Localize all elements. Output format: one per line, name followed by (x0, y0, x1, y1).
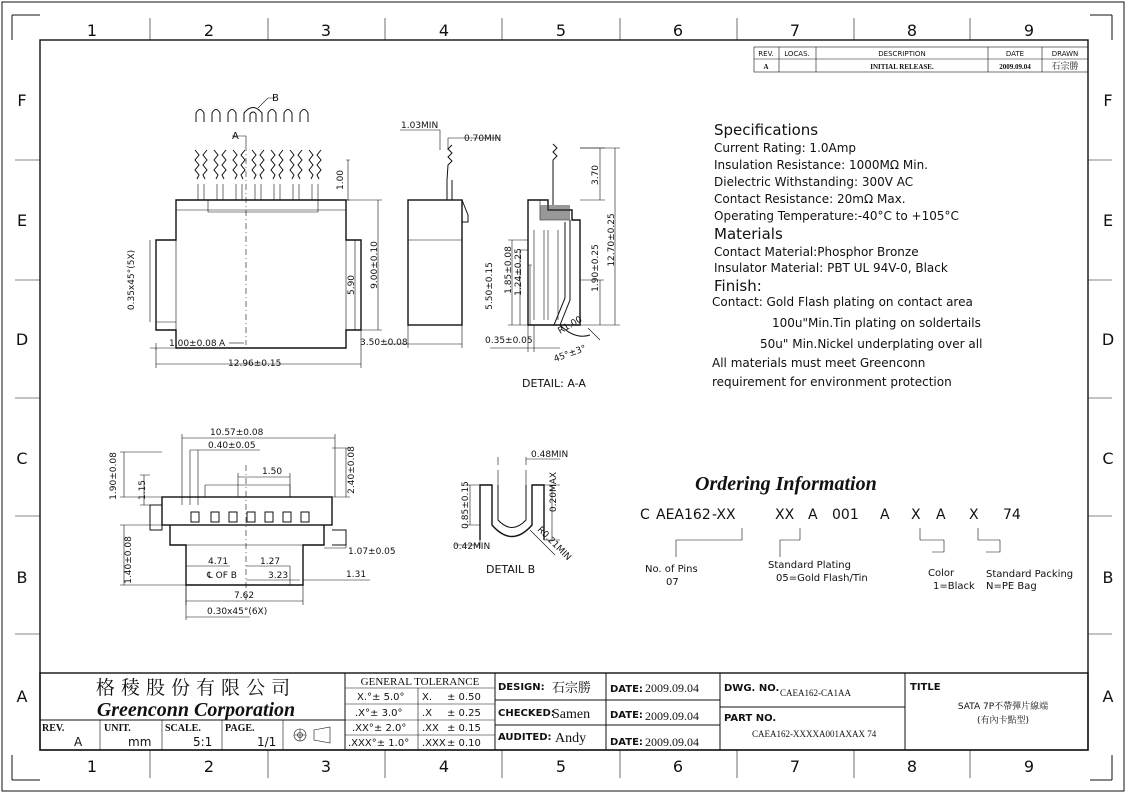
dwg-value: CAEA162-CA1AA (780, 688, 851, 698)
dim-text: 9.00±0.10 (370, 241, 380, 289)
audited-value: Andy (555, 731, 587, 746)
grid-row-label: A (16, 687, 28, 706)
unit-value: mm (128, 735, 152, 749)
order-label: Color (928, 568, 955, 579)
order-label: Standard Plating (768, 560, 851, 571)
material-line: Insulator Material: PBT UL 94V-0, Black (714, 261, 948, 275)
code-part: X (911, 507, 921, 523)
section-label-a: A (232, 131, 239, 142)
grid-row-label: B (16, 568, 28, 587)
dim-text: 1.27 (260, 557, 281, 567)
dim-text: 0.70MIN (464, 134, 502, 144)
date-value: 2009.09.04 (645, 735, 699, 749)
column-labels-top (87, 21, 1034, 40)
tol-value: ± 0.50 (447, 692, 481, 703)
dim-text: 10.57±0.08 (210, 428, 264, 438)
date-label: DATE: (610, 737, 643, 748)
spec-line: Dielectric Withstanding: 300V AC (714, 175, 914, 189)
dim-text: 0.48MIN (531, 450, 569, 460)
spec-line: Insulation Resistance: 1000MΩ Min. (714, 158, 928, 172)
revision-table (754, 47, 1088, 72)
company-name-cn: 格 稜 股 份 有 限 公 司 (95, 677, 291, 699)
dim-text: 1.40±0.08 (124, 536, 134, 584)
inner-frame (40, 40, 1088, 750)
dim-text: 1.90±0.25 (591, 244, 601, 292)
grid-col-label: 9 (1023, 757, 1035, 776)
page-label: PAGE. (225, 723, 255, 734)
dim-text: 3.50±0.08 (360, 338, 408, 348)
order-value: 07 (666, 577, 679, 588)
ordering-information (640, 473, 1073, 592)
rev-cell: 石宗勝 (1051, 62, 1079, 72)
tol-angle: .X°± 3.0° (355, 708, 403, 719)
spec-title: Specifications (714, 121, 819, 139)
section-label-a: A (219, 339, 226, 349)
page-value: 1/1 (257, 735, 277, 749)
scale-value: 5:1 (193, 735, 213, 749)
order-label: No. of Pins (645, 564, 698, 575)
specifications-block (712, 121, 982, 389)
rev-cell: INITIAL RELEASE. (870, 63, 934, 71)
grid-row-label: E (16, 211, 28, 230)
dim-text: 12.70±0.25 (607, 213, 617, 267)
checked-value: Samen (552, 707, 591, 722)
grid-col-label: 2 (203, 21, 215, 40)
dim-text: 0.40±0.05 (208, 441, 256, 451)
design-value: 石宗勝 (552, 681, 592, 696)
column-labels-bottom (87, 757, 1034, 776)
row-labels-right (1102, 91, 1114, 706)
dim-text: 3.70 (591, 164, 601, 186)
order-value: 05=Gold Flash/Tin (776, 573, 868, 584)
code-part: A (808, 507, 818, 523)
grid-row-label: B (1102, 568, 1114, 587)
dim-text: 0.85±0.15 (461, 481, 471, 529)
code-part: C (640, 507, 650, 523)
title-label: TITLE (910, 682, 941, 693)
design-label: DESIGN: (498, 682, 545, 693)
unit-label: UNIT. (104, 723, 131, 734)
grid-col-label: 7 (789, 21, 801, 40)
code-part: -XX (712, 507, 736, 523)
grid-col-label: 5 (555, 757, 567, 776)
tol-value: ± 0.15 (447, 723, 481, 734)
checked-label: CHECKED: (498, 708, 555, 719)
code-part: A (880, 507, 890, 523)
dim-text: 1.50 (262, 467, 283, 477)
tol-angle: .XX°± 2.0° (352, 723, 407, 734)
part-value: CAEA162-XXXXA001AXAX 74 (752, 729, 877, 739)
grid-row-label: E (1102, 211, 1114, 230)
grid-col-label: 3 (320, 757, 332, 776)
grid-row-label: A (1102, 687, 1114, 706)
rev-cell: A (763, 63, 769, 71)
dim-text: 0.42MIN (453, 542, 491, 552)
dim-text: 1.90±0.08 (109, 452, 119, 500)
dim-text: 3.23 (268, 571, 289, 581)
tol-key: .XXX (422, 738, 446, 749)
rev-header: DESCRIPTION (878, 50, 926, 58)
code-part: 001 (832, 507, 859, 523)
part-label: PART NO. (724, 713, 777, 724)
rev-header: DATE (1005, 50, 1025, 58)
dim-text: 1.15 (138, 479, 148, 501)
dim-text: 1.24±0.25 (514, 248, 524, 296)
dim-text: 1.07±0.05 (348, 547, 396, 557)
bottom-view (109, 428, 396, 620)
drawing-title-line2: (有內卡點型) (976, 716, 1030, 726)
dim-text: 1.03MIN (401, 121, 439, 131)
grid-row-label: C (16, 449, 28, 468)
grid-col-label: 6 (672, 21, 684, 40)
grid-row-label: C (1102, 449, 1114, 468)
spec-line: Current Rating: 1.0Amp (714, 141, 857, 155)
audited-label: AUDITED: (498, 732, 552, 743)
grid-col-label: 1 (86, 21, 98, 40)
grid-ticks (15, 18, 1115, 778)
grid-col-label: 7 (789, 757, 801, 776)
spec-line: Operating Temperature:-40°C to +105°C (714, 209, 959, 223)
date-value: 2009.09.04 (645, 681, 699, 695)
finish-line: Contact: Gold Flash plating on contact area (712, 295, 973, 309)
rev-header: DRAWN (1051, 50, 1079, 58)
rev-cell: 2009.09.04 (999, 63, 1031, 71)
drawing-title-line1: SATA 7P不帶彈片線端 (957, 702, 1049, 712)
rev-header: REV. (758, 50, 774, 58)
dim-text: R0.21MIN (534, 525, 573, 563)
dim-text: 0.30x45°(6X) (207, 607, 268, 617)
dim-text: 2.40±0.08 (347, 446, 357, 494)
dim-text: 1.00 (336, 169, 346, 191)
finish-line: 100u"Min.Tin plating on soldertails (772, 316, 981, 330)
front-view (127, 93, 382, 369)
grid-col-label: 9 (1023, 21, 1035, 40)
company-name-en: Greenconn Corporation (96, 699, 296, 721)
scale-label: SCALE. (165, 723, 201, 734)
side-view (360, 121, 501, 348)
pin-tops (196, 108, 308, 123)
dim-text: ℄ OF B (207, 571, 237, 581)
finish-line: All materials must meet Greenconn (712, 356, 926, 370)
spec-line: Contact Resistance: 20mΩ Max. (714, 192, 906, 206)
dim-text: 5.50±0.15 (485, 262, 495, 310)
dim-text: 0.20MAX (549, 471, 559, 513)
grid-row-label: F (17, 91, 27, 110)
detail-b-view (453, 450, 573, 576)
grid-col-label: 6 (672, 757, 684, 776)
grid-col-label: 5 (555, 21, 567, 40)
tol-key: .X (422, 708, 433, 719)
dim-text: 0.35x45°(5X) (127, 249, 137, 311)
dim-text: 1.00±0.08 (169, 339, 217, 349)
code-part: XX (775, 507, 795, 523)
finish-title: Finish: (714, 277, 762, 295)
finish-line: requirement for environment protection (712, 375, 952, 389)
dim-text: 1.85±0.08 (504, 246, 514, 294)
code-part: AEA162 (656, 507, 711, 523)
tol-key: .XX (422, 723, 439, 734)
title-block (40, 673, 1088, 750)
materials-title: Materials (714, 225, 783, 243)
dim-text: 4.71 (208, 557, 229, 567)
detail-aa-title: DETAIL: A-A (522, 377, 586, 390)
finish-line: 50u" Min.Nickel underplating over all (760, 337, 983, 351)
dim-text: 12.96±0.15 (228, 359, 282, 369)
code-part: A (936, 507, 946, 523)
dim-text: 7.62 (234, 591, 255, 601)
detail-b-callout: B (272, 93, 279, 104)
code-part: X (969, 507, 979, 523)
order-value: N=PE Bag (986, 581, 1037, 592)
detail-aa-view (485, 144, 620, 390)
tol-value: ± 0.10 (447, 738, 481, 749)
pin-springs (195, 150, 321, 179)
date-value: 2009.09.04 (645, 709, 699, 723)
dim-text: 45°±3° (552, 343, 588, 365)
grid-col-label: 3 (320, 21, 332, 40)
rev-label: REV. (42, 723, 65, 734)
order-label: Standard Packing (986, 569, 1074, 580)
ordering-title: Ordering Information (695, 473, 877, 495)
grid-col-label: 4 (438, 21, 450, 40)
grid-row-label: D (15, 330, 29, 349)
date-label: DATE: (610, 710, 643, 721)
rev-value: A (74, 735, 83, 749)
grid-col-label: 4 (438, 757, 450, 776)
dim-text: R1.00 (556, 314, 585, 337)
material-line: Contact Material:Phosphor Bronze (714, 245, 919, 259)
dwg-label: DWG. NO. (724, 683, 780, 694)
grid-col-label: 1 (86, 757, 98, 776)
tol-angle: X.°± 5.0° (357, 692, 405, 703)
dim-text: 5.90 (347, 274, 357, 296)
dim-text: 1.31 (346, 570, 367, 580)
order-value: 1=Black (933, 581, 975, 592)
grid-row-label: F (1103, 91, 1113, 110)
grid-col-label: 2 (203, 757, 215, 776)
grid-row-label: D (1101, 330, 1115, 349)
rev-header: LOCAS. (784, 50, 810, 58)
detail-b-title: DETAIL B (486, 563, 536, 576)
projection-symbol (294, 727, 330, 743)
tolerance-title: GENERAL TOLERANCE (360, 676, 480, 688)
row-labels-left (16, 91, 28, 706)
tol-angle: .XXX°± 1.0° (348, 738, 410, 749)
code-part: 74 (1003, 507, 1021, 523)
grid-col-label: 8 (906, 757, 918, 776)
tol-key: X. (422, 692, 433, 703)
tol-value: ± 0.25 (447, 708, 481, 719)
date-label: DATE: (610, 684, 643, 695)
dim-text: 0.35±0.05 (485, 336, 533, 346)
grid-col-label: 8 (906, 21, 918, 40)
